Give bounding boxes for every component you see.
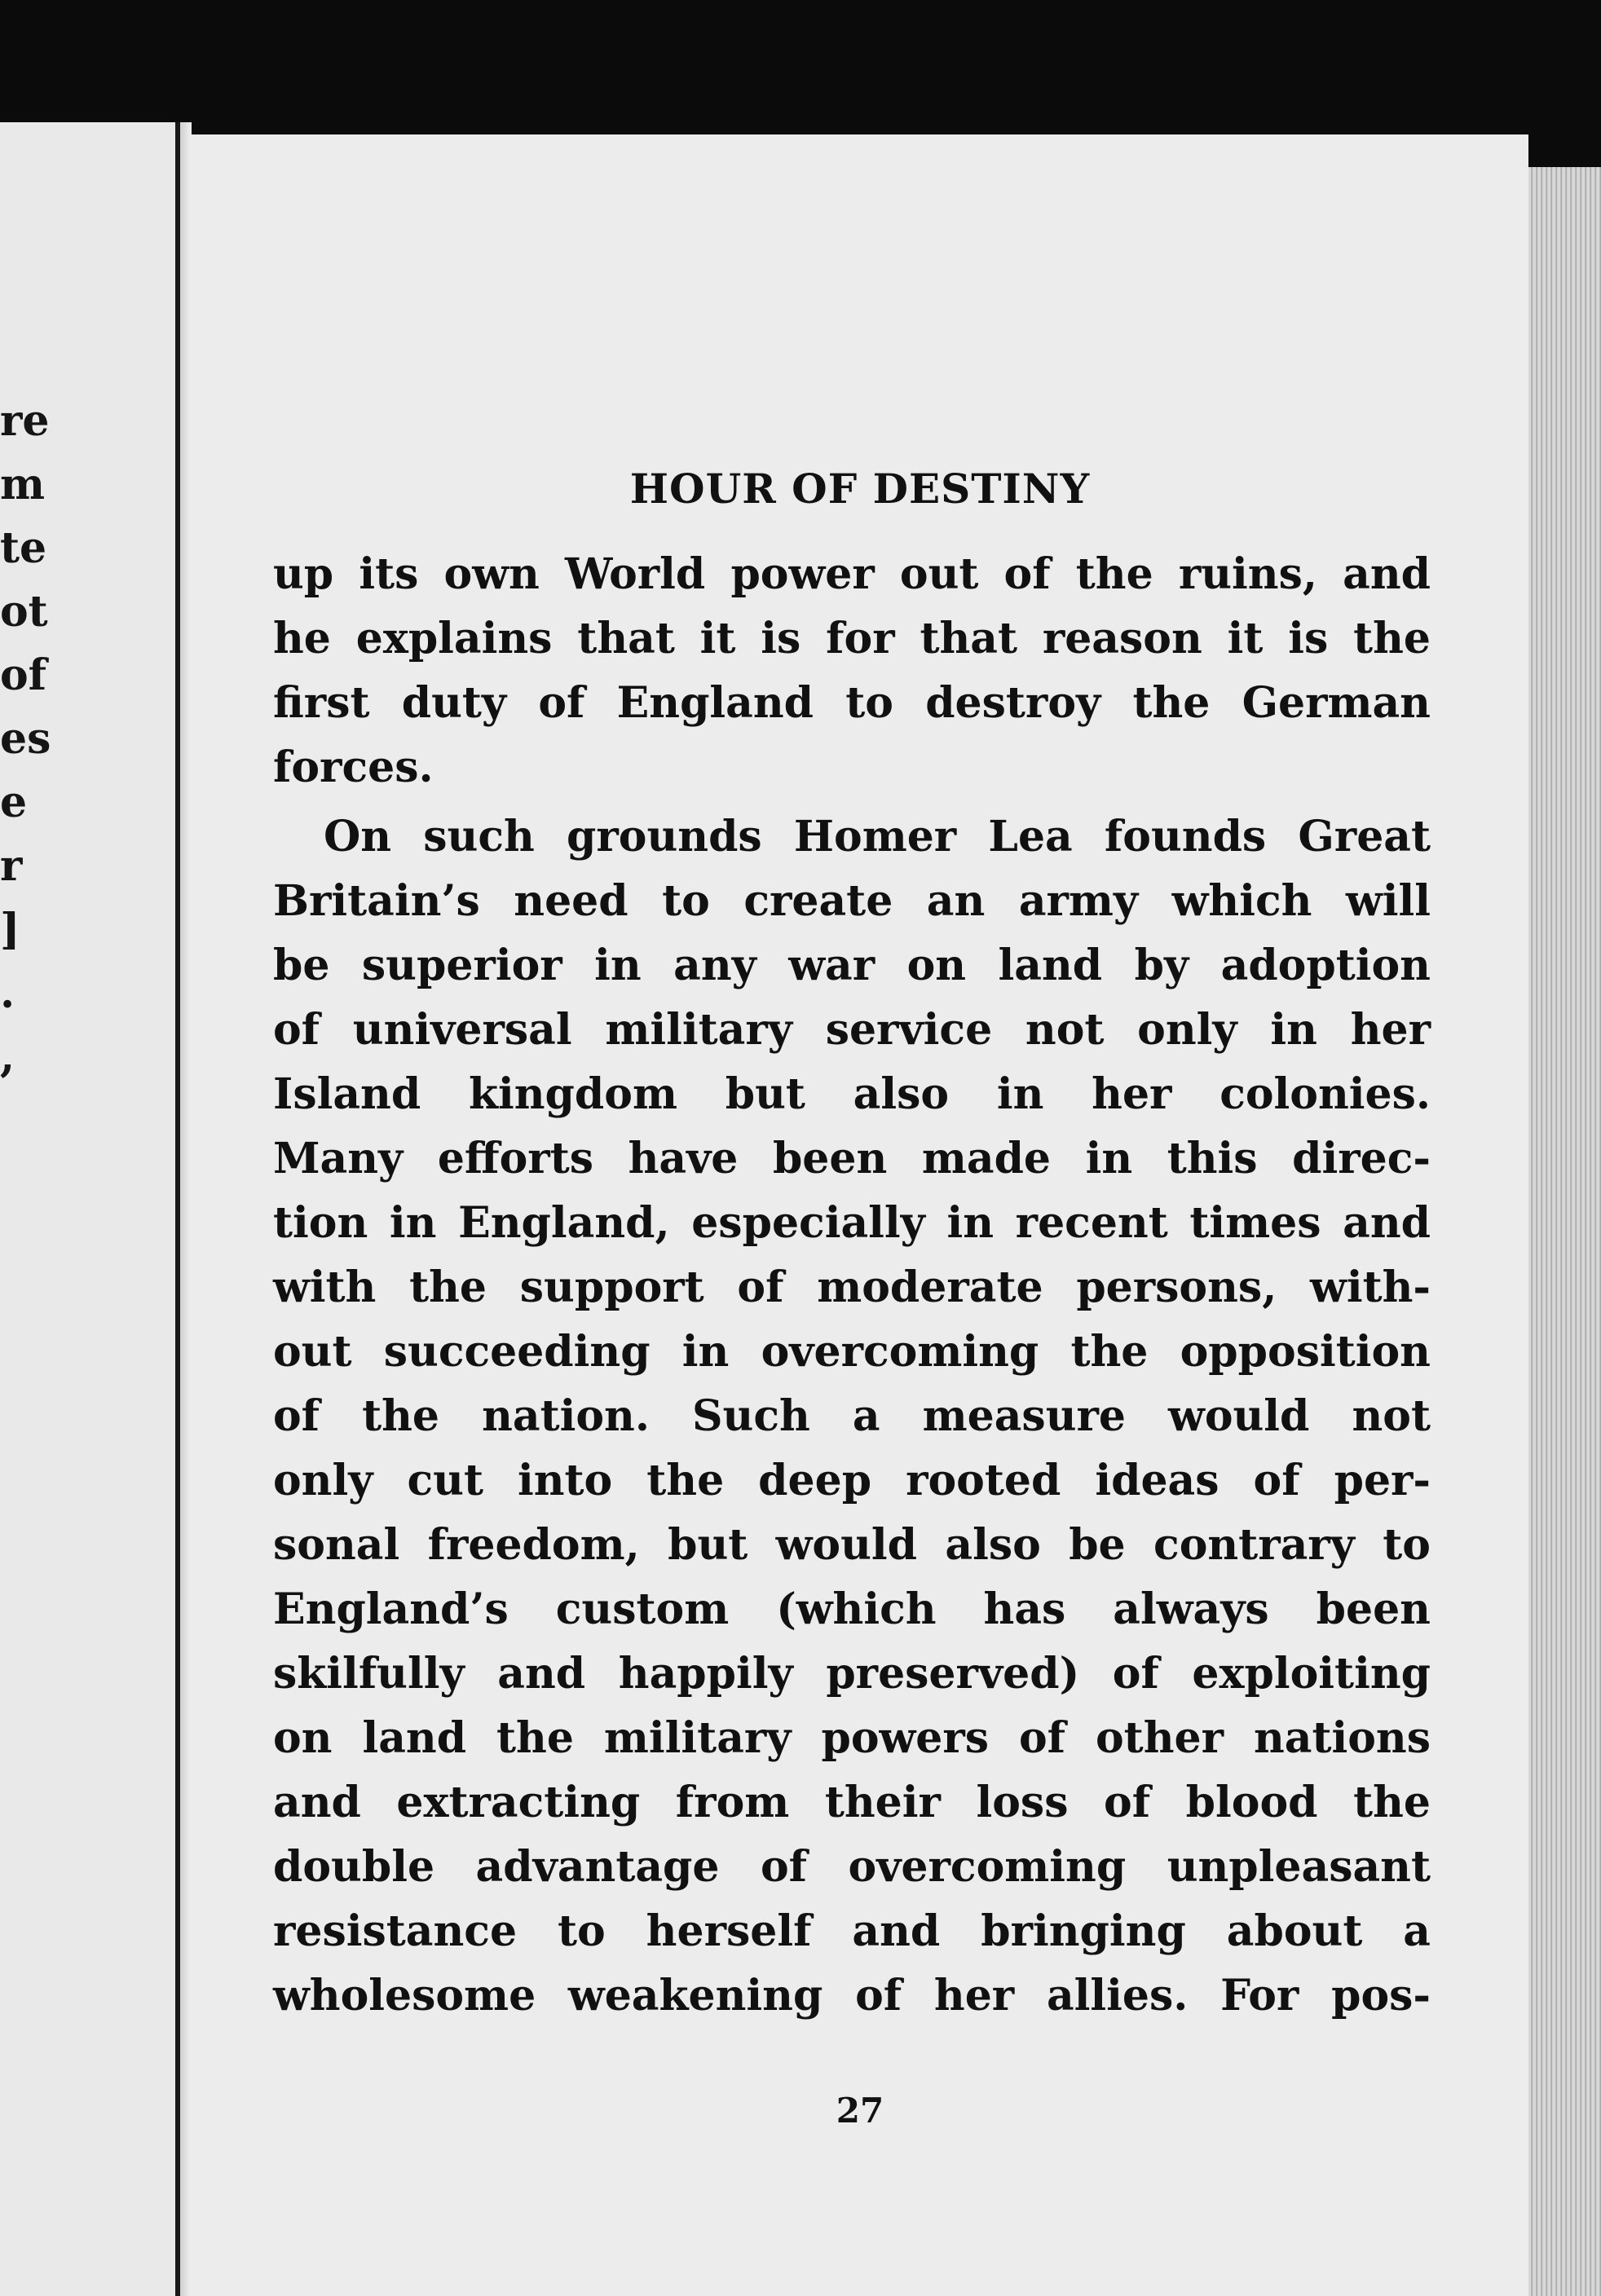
book-page	[192, 134, 1528, 2296]
text-line: Island kingdom but also in her colonies.	[273, 1069, 1431, 1119]
fragment: ]	[0, 905, 20, 954]
fragment: es	[0, 714, 51, 764]
text-line: first duty of England to destroy the German	[273, 678, 1431, 728]
text-line: he explains that it is for that reason it is the	[273, 614, 1431, 663]
text-line: skilfully and happily preserved) of exploiting	[273, 1649, 1431, 1699]
page-number: 27	[836, 2091, 884, 2131]
body-text	[273, 542, 1431, 2028]
text-line: of universal military service not only in her	[273, 1005, 1431, 1055]
text-line: and extracting from their loss of blood the	[273, 1778, 1431, 1827]
fragment: m	[0, 460, 46, 509]
fragment: te	[0, 523, 47, 573]
fragment: of	[0, 650, 47, 700]
text-line: resistance to herself and bringing about a	[273, 1906, 1431, 1956]
text-line: wholesome weakening of her allies. For pos-	[273, 1971, 1431, 2021]
text-line: out succeeding in overcoming the opposition	[273, 1327, 1431, 1377]
text-line: on land the military powers of other nations	[273, 1713, 1431, 1763]
fragment: ,	[0, 1032, 15, 1082]
fragment: ot	[0, 587, 48, 637]
book-gutter	[180, 122, 192, 2296]
text-line: Britain’s need to create an army which will	[273, 876, 1431, 926]
fragment: re	[0, 396, 50, 446]
text-line: On such grounds Homer Lea founds Great	[324, 812, 1431, 862]
text-line: double advantage of overcoming unpleasant	[273, 1842, 1431, 1892]
text-line: Many efforts have been made in this direc-	[273, 1134, 1431, 1183]
running-head: HOUR OF DESTINY	[629, 465, 1091, 513]
text-line: be superior in any war on land by adoption	[273, 941, 1431, 990]
fragment: .	[0, 968, 15, 1018]
text-line: forces.	[273, 743, 434, 792]
text-line: with the support of moderate persons, with-	[273, 1263, 1431, 1312]
text-line: of the nation. Such a measure would not	[273, 1391, 1431, 1441]
text-line: tion in England, especially in recent times and	[273, 1198, 1431, 1248]
previous-page-text-fragments	[0, 390, 90, 1089]
text-line: England’s custom (which has always been	[273, 1584, 1431, 1634]
text-line: only cut into the deep rooted ideas of per-	[273, 1456, 1431, 1505]
fragment: r	[0, 841, 23, 891]
page-stack-edges	[1528, 167, 1601, 2296]
text-line: sonal freedom, but would also be contrary to	[273, 1520, 1431, 1570]
text-line: up its own World power out of the ruins, and	[273, 549, 1431, 599]
fragment: e	[0, 778, 28, 827]
